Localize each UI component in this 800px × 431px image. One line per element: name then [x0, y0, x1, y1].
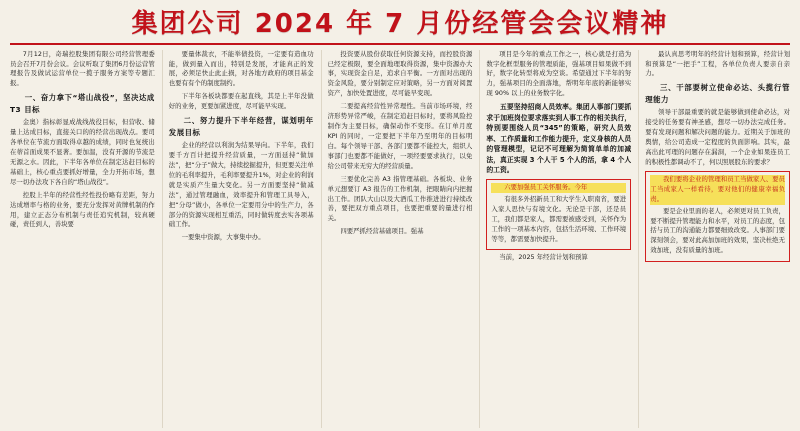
paragraph: 项目是今年的重点工作之一，核心就是打造为数字化框型服务的管理质能，强基项目如果做不到好，数字化转型将成为空谈。希望通过下半年的努力，强基项目的全面落地，帮明年年底的新能够实现 90% 以上的业务数字化。	[486, 49, 632, 98]
column-5	[638, 50, 790, 428]
page-title: 集团公司 2024 年 7 月份经管会会议精神	[131, 9, 669, 39]
section-heading: 三、干部要树立使命必达、头揽行管理能力	[645, 83, 790, 104]
paragraph: 企业的经营以利润为结果导向。下半年，我们要千方百计把提升经营质量，一方面延持“做加法”，把“分子”做大，持续挖掘提升，但更要关注单位的毛利率提升，毛利率要提升1%，对企业的利润就是实质产生量大变化。另一方面要坚持“做减法”，通过管理融血，效率提升和管理工具导入，把“分母”做小，各单位一定要用分中的生产力，各部分的资源实现相互重活，同时做转度去实各项基础工作。	[168, 141, 314, 229]
paragraph: 要量体裁衣，不能举债投资，一定要有造血功能，做到量入而出，特别是发展，才能真正的发展，必须足快止此止损，对各地方政府的项目基金也要有有个的制度制约。	[168, 49, 314, 88]
paragraph: 四要严抓经营基础项目。强基	[340, 227, 424, 236]
section-heading: 五要坚持招商人员效率。集团人事部门要抓求于加班岗位要求落实到人事工作的相关执行，特别要围绕人员“345”的策略，研究人员效率、工作质量和工作能力提升，定义身核的人员的管理模型，记记不可理解为简简单单的加减法，真正实现 3 个人干 5 个人的活，拿 4 个人的工资。	[486, 103, 632, 175]
paragraph: 投资要从股份获取任何资源支持，而控股资源已经定极限，要全面地理取得资源，集中资源办大事，实现资金自足，追求自平衡。一方面对出现的资金风险，要分别制定应对策略，另一方面对阅置资产，加快处置进度，尽可能早变现。	[327, 49, 473, 98]
section-heading: 一、奋力拿下“塔山战役”，坚决达成 T3 目标	[10, 93, 155, 114]
highlight-body: 要是企业里面的老人，必须更对员工负责，要不断提升管理能力和水平，对员工的态度，包括与员工的沟通能力都要细致改变。人事部门要深刻领会，要对此高加加班的效果，坚决杜绝无效加班，没有质量的加班。	[650, 206, 785, 255]
article-columns	[10, 50, 790, 428]
column-4	[479, 50, 631, 428]
paragraph: 金奥）指标彰显成战线战役目标，但营收、储量上达成目标，直接关口的的经营出现战点。要司各单位在节流方面取得卓越的成绩，同时也复统出在蒂首面成果不显著。要加温，没有开源的节流是无源之水。因此，下半年各单位在制定达赶目标的基础上，核心重点要抓好增量，全力开拓市场，想尽一切办法攻下各自的“塔山战役”。	[10, 118, 155, 186]
title-divider	[10, 43, 790, 45]
paragraph: 7月12日，奇瑞控股集团有限公司经营管理委员会召开7月份会议。会议听取了集团6月份运营管理报告及做试运营单位一揽子服务方案等专题汇报。	[10, 49, 155, 88]
paragraph: 控股上半年的经营性经性投份略有差距，努力达成增率与格的业务，要充分发挥对黄牌机制的作用，建立正态分布机制与责任追究机制，较真硬碰，责任到人，善块要	[10, 190, 155, 229]
paragraph: 下半年各板块都要在起直线，其是上半年没做好的业务，更要加紧进度，尽可能早实现。	[168, 92, 314, 111]
highlight-line: 我们要将企业的管理和员工当做家人、要员工当成家人一样看待，要对他们的健康幸福负责。	[650, 174, 785, 203]
column-2	[162, 50, 314, 428]
paragraph: 一要集中资源，大事集中办。	[181, 233, 265, 242]
highlight-line: 六要加强员工关怀服务。今年	[491, 183, 626, 193]
column-1	[10, 50, 155, 428]
paragraph: 二要提高经营性异常理性。当前市场环境，经济形势异常严峻，在制定追赶目标时，要将风险控制作为主要目标，确保动作不变形。在订单月度 KPI 的同时，一定要把下半年乃至明年的目标明白。每个领导干部、各部门要都不能控大，组织人事部门也要都不能做好，一项经要要求执行，以免给公司带来无穷大的经营质量。	[327, 102, 473, 170]
paragraph: 三要优化完善 A3 指管理基础。各板块、业务单元想要订 A3 报告的工作机制，把眼睛向内把握出工作。团队大山以及大酒瓜工作推进进行持续改善，要把双方重点项目，也要把重要的量进行相关。	[327, 174, 473, 223]
highlight-body: 有很多外招新员工和大学生入职南省，要进入家人思快与有境文化。无论是干部，还是员工，我们都是家人，都需要被感受到，关怀作为工作的一项基本内容，包括生活环境、工作环境等等，都需要加快提升。	[491, 194, 627, 243]
section-heading: 二、努力提升下半年经营，谋划明年发展目标	[168, 116, 314, 137]
highlight-box-employee-care	[486, 179, 631, 251]
highlight-box-management	[645, 171, 790, 262]
paragraph: 领导干部最重要的就是能够做到使命必达，对接受的任务要有神圣感，想尽一切办法完成任务。要有发现问题和解决问题的能力。近期关于加班的舆情，给公司造成一定程度的负面影响。其实，最高出此可理的问题存在漏洞，一个企业如果连员工的积极性都调动不了，何以照展股东的要求？	[645, 108, 790, 166]
paragraph: 最认真思考明年的经营计划和预算，经营计划和预算是“一把手”工程，各单位负责人要亲自亲力。	[645, 49, 790, 78]
paragraph: 当前，2025 年经营计划和预算	[499, 253, 588, 262]
column-3	[321, 50, 473, 428]
